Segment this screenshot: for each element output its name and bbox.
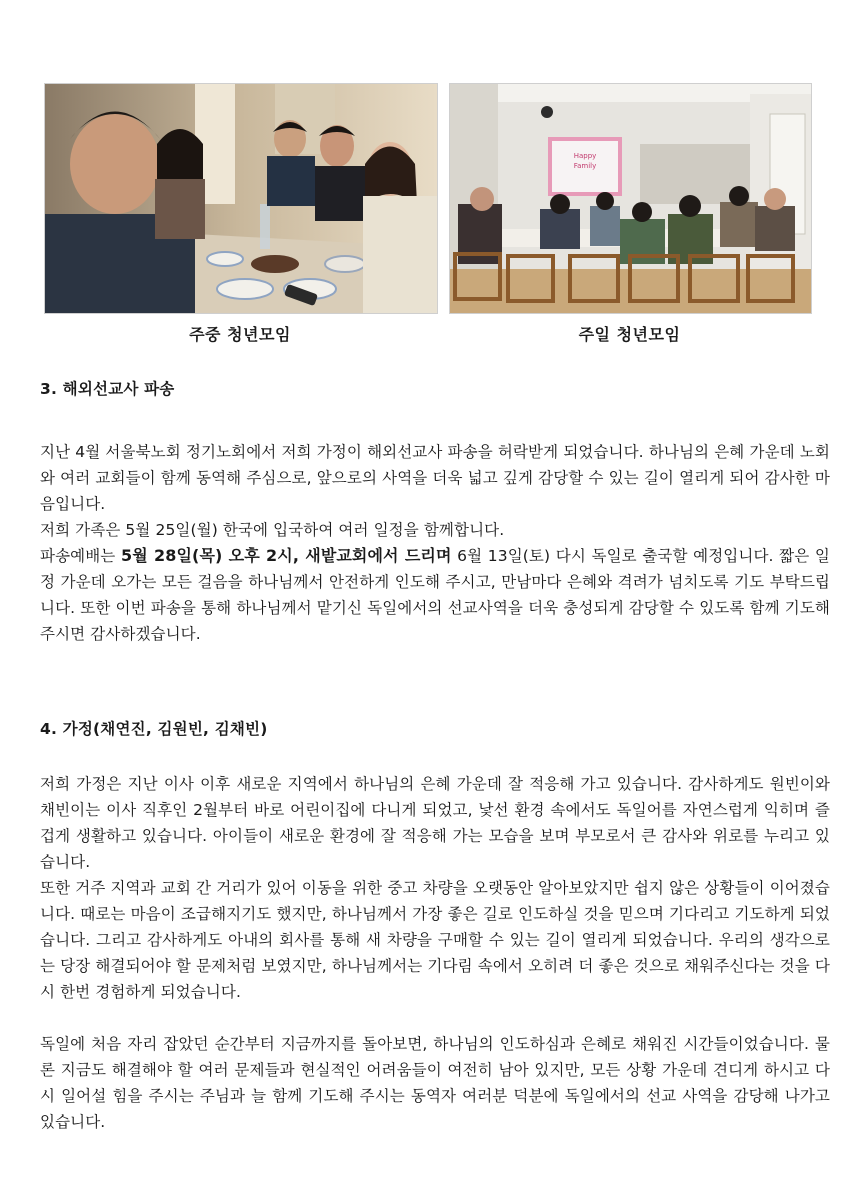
photo-weekday-youth xyxy=(44,83,438,314)
section3-p3-before: 파송예배는 xyxy=(40,547,121,565)
ordination-service-info: 5월 28일(목) 오후 2시, 새밭교회에서 드리며 xyxy=(120,546,452,565)
section3-paragraph-3 xyxy=(40,543,830,647)
section3-paragraph-1: 지난 4월 서울북노회 정기노회에서 저희 가정이 해외선교사 파송을 허락받게 되었습니다. 하나님의 은혜 가운데 노회와 여러 교회들이 함께 동역해 주심으로, 앞으로의 사역을 더욱 넓고 깊게 감당할 수 있는 길이 열리게 되어 감사한 마음입니다. xyxy=(40,443,830,513)
banner-text-happy: Happy xyxy=(573,152,597,160)
section3-heading: 3. 해외선교사 파송 xyxy=(40,380,175,398)
caption-sunday-youth: 주일 청년모임 xyxy=(578,325,681,344)
section4-paragraph-1: 저희 가정은 지난 이사 이후 새로운 지역에서 하나님의 은혜 가운데 잘 적응해 가고 있습니다. 감사하게도 원빈이와 채빈이는 이사 직후인 2월부터 바로 어린이집에 다니게 되었고, 낯선 환경 속에서도 독일어를 자연스럽게 익히며 즐겁게 생활하고 있습니다. 아이들이 새로운 환경에 잘 적응해 가는 모습을 보며 부모로서 큰 감사와 위로를 누리고 있습니다. xyxy=(40,775,830,871)
banner-text-family: Family xyxy=(573,162,597,170)
caption-weekday-youth: 주중 청년모임 xyxy=(189,325,291,344)
section3-paragraph-2: 저희 가족은 5월 25일(월) 한국에 입국하여 여러 일정을 함께합니다. xyxy=(40,521,505,539)
photo-sunday-youth xyxy=(449,83,812,314)
photo-sunday-youth-image xyxy=(450,84,811,313)
section4-heading: 4. 가정(채연진, 김원빈, 김채빈) xyxy=(40,720,268,738)
section3-p3-after: 6월 13일(토) 다시 독일로 출국할 예정입니다. 짧은 일정 가운데 오가는 모든 걸음을 하나님께서 안전하게 인도해 주시고, 만남마다 은혜와 격려가 넘치도록 기도 부탁드립니다. 또한 이번 파송을 통해 하나님께서 맡기신 독일에서의 선교사역을 더욱 충성되게 감당할 수 있도록 함께 기도해 주시면 감사하겠습니다. xyxy=(40,547,830,643)
section4-paragraph-2: 또한 거주 지역과 교회 간 거리가 있어 이동을 위한 중고 차량을 오랫동안 알아보았지만 쉽지 않은 상황들이 이어졌습니다. 때로는 마음이 조급해지기도 했지만, 하나님께서 가장 좋은 길로 인도하실 것을 믿으며 기다리고 기도하게 되었습니다. 그리고 감사하게도 아내의 회사를 통해 새 차량을 구매할 수 있는 길이 열리게 되었습니다. 우리의 생각으로는 당장 해결되어야 할 문제처럼 보였지만, 하나님께서는 기다림 속에서 오히려 더 좋은 것으로 채워주신다는 것을 다시 한번 경험하게 되었습니다. xyxy=(40,879,830,1001)
photo-weekday-youth-image xyxy=(45,84,437,313)
section4-paragraph-3: 독일에 처음 자리 잡았던 순간부터 지금까지를 돌아보면, 하나님의 인도하심과 은혜로 채워진 시간들이었습니다. 물론 지금도 해결해야 할 여러 문제들과 현실적인 어려움들이 여전히 남아 있지만, 모든 상황 가운데 견디게 하시고 다시 일어설 힘을 주시는 주님과 늘 함께 기도해 주시는 동역자 여러분 덕분에 독일에서의 선교 사역을 감당해 나가고 있습니다. xyxy=(40,1035,830,1131)
